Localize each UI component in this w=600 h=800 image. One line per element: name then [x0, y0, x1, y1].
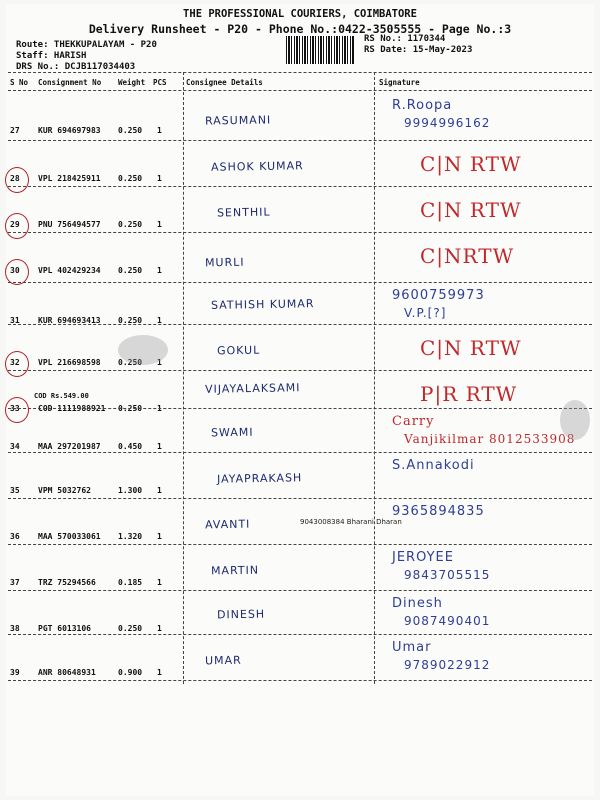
row-sno: 29: [10, 220, 20, 229]
row-signature-note: 9994996162: [404, 116, 491, 130]
row-weight: 1.320: [118, 532, 143, 541]
row-sno: 36: [10, 532, 20, 541]
row-signature: R.Roopa: [392, 98, 453, 113]
row-sno: 37: [10, 578, 20, 587]
row-consignment: VPL 402429234: [38, 266, 101, 275]
row-divider: [8, 452, 592, 453]
row-divider: [8, 590, 592, 591]
row-consignment: KUR 694697983: [38, 126, 101, 135]
row-signature: 9365894835: [392, 504, 485, 519]
row-consignment: VPM 5032762: [38, 486, 91, 495]
row-weight: 0.250: [118, 174, 143, 183]
row-divider: [8, 634, 592, 635]
route-label: Route: THEKKUPALAYAM - P20: [16, 40, 157, 50]
row-sno: 34: [10, 442, 20, 451]
row-signature: JEROYEE: [392, 550, 454, 565]
row-weight: 0.450: [118, 442, 143, 451]
col-consignment: Consignment No: [38, 78, 102, 87]
row-weight: 0.250: [118, 404, 143, 413]
row-sno: 30: [10, 266, 20, 275]
company-name: THE PROFESSIONAL COURIERS, COIMBATORE: [183, 8, 417, 20]
row-consignee-name: UMAR: [204, 653, 242, 668]
row-signature: C|N RTW: [420, 336, 522, 360]
col-pcs: PCS: [153, 78, 167, 87]
row-divider: [8, 282, 592, 283]
row-pcs: 1: [157, 442, 162, 451]
row-sno: 32: [10, 358, 20, 367]
row-consignment: PGT 6013106: [38, 624, 91, 633]
row-consignee-name: DINESH: [216, 607, 266, 622]
row-sno: 35: [10, 486, 20, 495]
row-pcs: 1: [157, 532, 162, 541]
col-signature: Signature: [379, 78, 420, 87]
row-divider: [8, 408, 592, 409]
row-signature: C|N RTW: [420, 198, 522, 222]
row-weight: 0.185: [118, 578, 143, 587]
row-signature: Dinesh: [392, 596, 443, 611]
row-consignment: MAA 297201987: [38, 442, 101, 451]
row-signature-note: 9789022912: [404, 658, 491, 672]
row-consignee-name: ASHOK KUMAR: [210, 159, 304, 174]
cod-amount: COD Rs.549.00: [34, 392, 89, 400]
row-pcs: 1: [157, 126, 162, 135]
col-weight: Weight: [118, 78, 146, 87]
col-consignee-details: Consignee Details: [186, 78, 263, 87]
row-divider: [8, 498, 592, 499]
avanti-handwritten-note: 9043008384 Bharani Dharan: [300, 518, 402, 526]
row-consignment: VPL 218425911: [38, 174, 101, 183]
row-pcs: 1: [157, 404, 162, 413]
row-pcs: 1: [157, 624, 162, 633]
row-consignee-name: MURLI: [204, 255, 245, 270]
row-consignment: KUR 694693413: [38, 316, 101, 325]
details-column-divider: [183, 72, 184, 684]
signature-column-divider: [374, 72, 375, 684]
barcode: [286, 36, 354, 64]
row-consignment: VPL 216698598: [38, 358, 101, 367]
row-number-circle: [5, 259, 29, 285]
row-sno: 27: [10, 126, 20, 135]
row-sno: 28: [10, 174, 20, 183]
row-consignee-name: SATHISH KUMAR: [210, 297, 315, 312]
row-pcs: 1: [157, 266, 162, 275]
row-weight: 0.900: [118, 668, 143, 677]
rs-date: RS Date: 15-May-2023: [364, 45, 473, 55]
row-signature-note: 9087490401: [404, 614, 491, 628]
row-number-circle: [5, 213, 29, 239]
row-weight: 0.250: [118, 316, 143, 325]
row-divider: [8, 186, 592, 187]
print-smudge: [118, 335, 168, 365]
row-pcs: 1: [157, 578, 162, 587]
header-bottom-rule: [8, 90, 592, 91]
row-consignee-name: SWAMI: [210, 425, 254, 440]
row-signature: Carry: [392, 414, 435, 429]
row-pcs: 1: [157, 220, 162, 229]
row-consignment: ANR 80648931: [38, 668, 96, 677]
row-pcs: 1: [157, 358, 162, 367]
row-sno: 39: [10, 668, 20, 677]
row-signature-note: V.P.[?]: [404, 306, 447, 320]
row-divider: [8, 232, 592, 233]
row-number-circle: [5, 397, 29, 423]
row-divider: [8, 370, 592, 371]
row-divider: [8, 680, 592, 681]
row-weight: 0.250: [118, 220, 143, 229]
row-consignee-name: GOKUL: [216, 343, 261, 358]
row-signature: 9600759973: [392, 288, 485, 303]
row-divider: [8, 324, 592, 325]
row-weight: 0.250: [118, 624, 143, 633]
row-pcs: 1: [157, 174, 162, 183]
row-consignee-name: SENTHIL: [216, 205, 271, 220]
staff-label: Staff: HARISH: [16, 51, 87, 61]
row-weight: 1.300: [118, 486, 143, 495]
row-consignment: TRZ 75294566: [38, 578, 96, 587]
drs-number: DRS No.: DCJB117034403: [16, 62, 136, 72]
row-weight: 0.250: [118, 358, 143, 367]
row-consignee-name: RASUMANI: [204, 113, 272, 128]
row-weight: 0.250: [118, 266, 143, 275]
row-divider: [8, 544, 592, 545]
row-signature-note: Vanjikilmar 8012533908: [404, 432, 576, 446]
row-pcs: 1: [157, 486, 162, 495]
row-consignment: PNU 756494577: [38, 220, 101, 229]
runsheet-title: Delivery Runsheet - P20 - Phone No.:0422-3505555 - Page No.:3: [88, 22, 512, 36]
row-divider: [8, 140, 592, 141]
row-weight: 0.250: [118, 126, 143, 135]
row-consignee-name: JAYAPRAKASH: [216, 471, 303, 486]
row-consignee-name: AVANTI: [204, 517, 251, 532]
row-number-circle: [5, 167, 29, 193]
row-signature: C|NRTW: [420, 244, 515, 268]
row-signature: S.Annakodi: [392, 458, 475, 473]
row-number-circle: [5, 351, 29, 377]
row-signature: P|R RTW: [420, 382, 518, 406]
row-signature: Umar: [392, 640, 432, 655]
row-sno: 33: [10, 404, 20, 413]
row-pcs: 1: [157, 668, 162, 677]
row-sno: 31: [10, 316, 20, 325]
row-signature-note: 9843705515: [404, 568, 491, 582]
row-signature: C|N RTW: [420, 152, 522, 176]
header-top-rule: [8, 72, 592, 73]
row-consignment: COD 1111988921: [38, 404, 106, 413]
col-sno: S No: [10, 78, 29, 87]
row-pcs: 1: [157, 316, 162, 325]
row-sno: 38: [10, 624, 20, 633]
row-consignee-name: VIJAYALAKSAMI: [204, 381, 301, 396]
print-smudge: [560, 400, 590, 440]
row-consignment: MAA 570033061: [38, 532, 101, 541]
row-consignee-name: MARTIN: [210, 563, 260, 578]
rs-number: RS No.: 1170344: [364, 34, 446, 44]
